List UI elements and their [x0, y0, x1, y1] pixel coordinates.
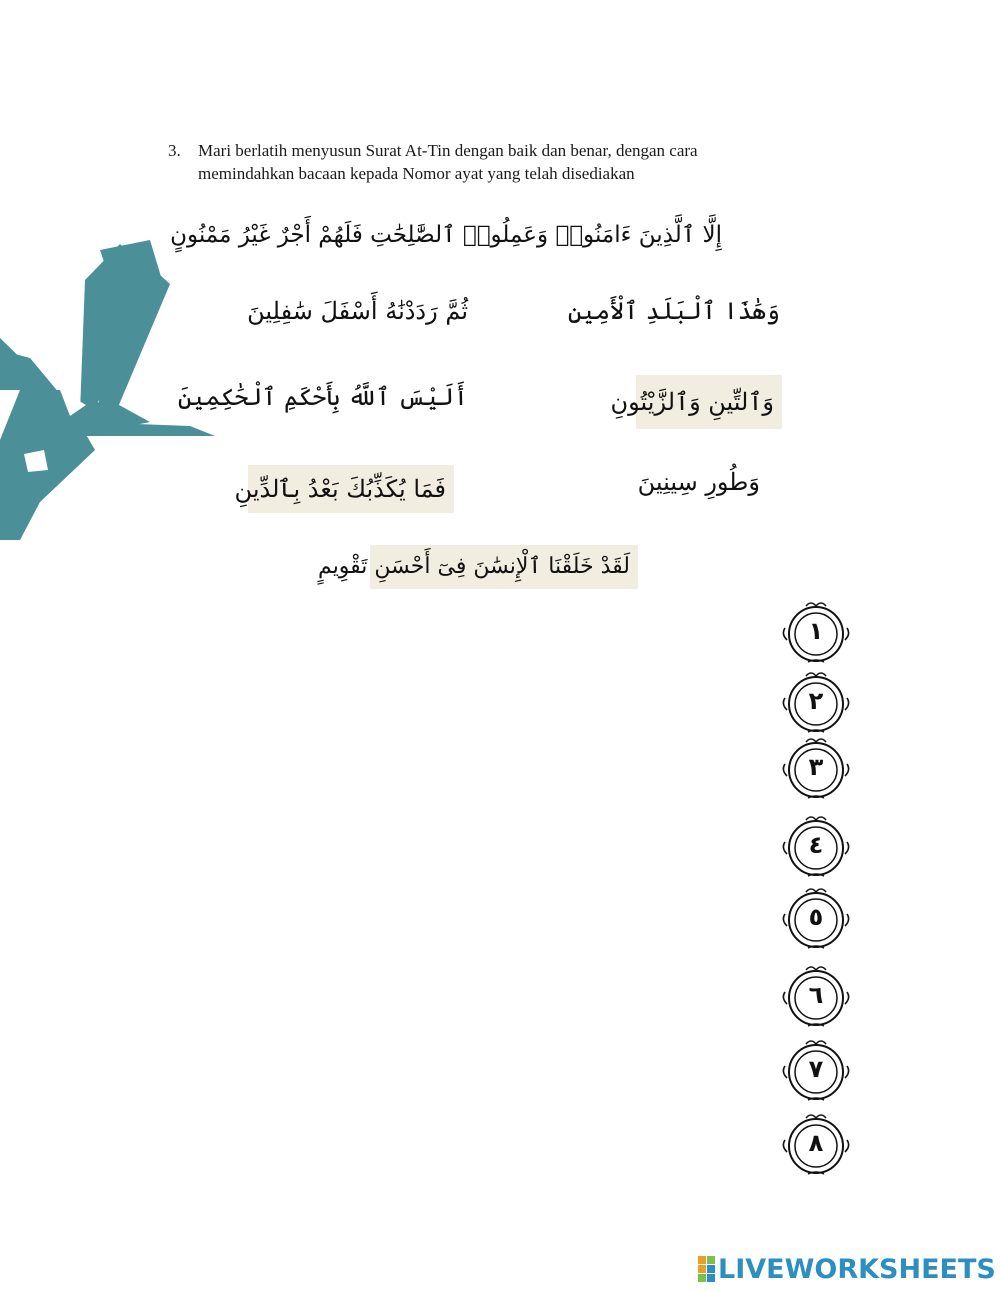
verse-wattin[interactable]: وَٱلتِّينِ وَٱلزَّيْتُونِ [636, 375, 782, 429]
ayah-number: ٦ [808, 981, 824, 1009]
ayah-number: ٧ [808, 1055, 824, 1083]
brand-name: LIVEWORKSHEETS [718, 1253, 996, 1285]
verse-thumma[interactable]: ثُمَّ رَدَدْنَٰهُ أَسْفَلَ سَٰفِلِينَ [247, 297, 468, 325]
brand-blocks-icon [698, 1256, 715, 1282]
liveworksheets-logo [698, 1254, 996, 1284]
ayah-marker-1[interactable] [778, 598, 854, 664]
question-number: 3. [168, 141, 181, 160]
ayah-number: ٤ [808, 831, 824, 859]
ayah-marker-7[interactable] [778, 1036, 854, 1102]
verse-illa[interactable]: إِلَّا ٱلَّذِينَ ءَامَنُوا۟ وَعَمِلُوا۟ ٱلصَّٰلِحَٰتِ فَلَهُمْ أَجْرٌ غَيْرُ مَمْنُونٍ [170, 222, 722, 248]
ayah-number: ٣ [808, 753, 824, 781]
ayah-marker-3[interactable] [778, 734, 854, 800]
verse-laqad[interactable]: لَقَدْ خَلَقْنَا ٱلْإِنسَٰنَ فِىٓ أَحْسَنِ تَقْوِيمٍ [370, 545, 638, 589]
ayah-marker-6[interactable] [778, 962, 854, 1028]
verse-fama[interactable]: فَمَا يُكَذِّبُكَ بَعْدُ بِٱلدِّينِ [248, 465, 454, 513]
ayah-number: ٥ [808, 903, 824, 931]
ayah-number: ١ [808, 617, 824, 645]
ayah-number: ٢ [808, 687, 824, 715]
verse-wahadha[interactable]: وَهَٰذَا ٱلْبَلَدِ ٱلْأَمِينِ [567, 297, 780, 325]
ayah-number: ٨ [808, 1129, 824, 1157]
ayah-marker-5[interactable] [778, 884, 854, 950]
ayah-marker-8[interactable] [778, 1110, 854, 1176]
ayah-marker-2[interactable] [778, 668, 854, 734]
question-text: Mari berlatih menyusun Surat At-Tin dengan baik dan benar, dengan cara memindahkan bacaan kepada Nomor ayat yang telah disediakan [198, 141, 698, 183]
verse-wathur[interactable]: وَطُورِ سِينِينَ [637, 468, 760, 496]
ayah-marker-4[interactable] [778, 812, 854, 878]
verse-alaysa[interactable]: أَلَيْسَ ٱللَّهُ بِأَحْكَمِ ٱلْحَٰكِمِينَ [177, 383, 468, 411]
